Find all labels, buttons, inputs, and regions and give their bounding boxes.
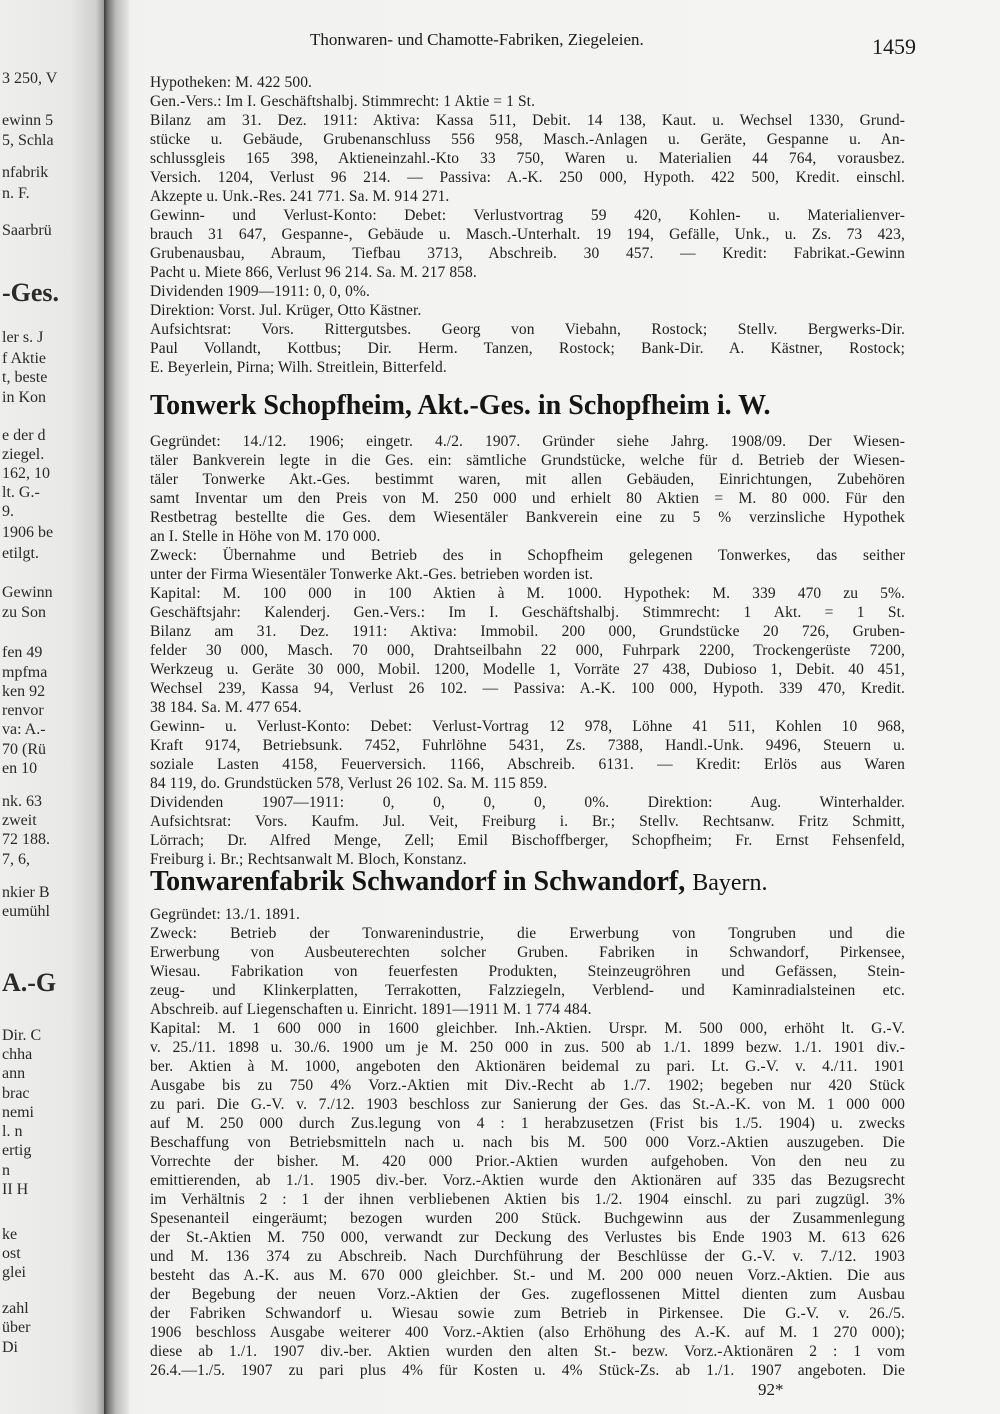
text-line: Abschreib. auf Liegenschaften u. Einricht. 1891—1911 M. 1 774 484. <box>150 1001 592 1018</box>
prev-page-text: II H <box>2 1181 29 1198</box>
text-line: E. Beyerlein, Pirna; Wilh. Streitlein, Bitterfeld. <box>150 359 447 376</box>
prev-page-text: t, beste <box>2 369 48 386</box>
text-line: Erwerbung von Ausbeuterechten solcher Gruben. Fabriken in Schwandorf, Pirkensee, <box>150 944 905 961</box>
prev-page-text: renvor <box>2 702 44 719</box>
prev-page-text: nfabrik <box>2 164 49 181</box>
text-line: auf M. 250 000 durch Zus.legung von 4 : 1 herabzusetzen (Frist bis 1./5. 1904) u. zwecks <box>150 1115 905 1132</box>
text-line: felder 30 000, Masch. 70 000, Drahtseilbahn 22 000, Fuhrpark 2200, Trockengerüste 7200, <box>150 642 905 659</box>
text-line: Pacht u. Miete 866, Verlust 96 214. Sa. M. 217 858. <box>150 264 477 281</box>
text-line: Werkzeug u. Geräte 30 000, Mobil. 1200, Modelle 1, Vorräte 27 438, Dubioso 1, Debit. 40 451, <box>150 661 905 678</box>
text-line: Gewinn- u. Verlust-Konto: Debet: Verlust-Vortrag 12 978, Löhne 41 511, Kohlen 10 968, <box>150 718 905 735</box>
text-line: Beschaffung von Betriebsmitteln nach u. nach bis M. 500 000 Vorz.-Aktien auszugeben. Die <box>150 1134 905 1151</box>
prev-page-text: 3 250, V <box>2 70 58 87</box>
title-company: Tonwarenfabrik Schwandorf in Schwandorf, <box>150 866 686 897</box>
text-line: Gen.-Vers.: Im I. Geschäftshalbj. Stimmrecht: 1 Aktie = 1 St. <box>150 93 536 110</box>
prev-page-text: glei <box>2 1264 26 1281</box>
text-line: Kapital: M. 100 000 in 100 Aktien à M. 1000. Hypothek: M. 339 470 zu 5%. <box>150 585 905 602</box>
prev-page-text: ziegel. <box>2 446 45 463</box>
prev-page-text: ann <box>2 1065 26 1082</box>
signature-mark: 92* <box>758 1380 784 1399</box>
text-line: Zweck: Übernahme und Betrieb des in Schopfheim gelegenen Tonwerkes, das seither <box>150 547 905 564</box>
prev-page-text: ertig <box>2 1142 32 1159</box>
text-line: Paul Vollandt, Kottbus; Dir. Herm. Tanzen, Rostock; Bank-Dir. A. Kästner, Rostock; <box>150 340 905 357</box>
text-line: samt Inventar um den Preis von M. 250 000 und erhielt 80 Aktien = M. 80 000. Für den <box>150 490 905 507</box>
text-line: Gegründet: 14./12. 1906; eingetr. 4./2. 1907. Gründer siehe Jahrg. 1908/09. Der Wiesen- <box>150 433 905 450</box>
prev-page-text: 72 188. <box>2 831 50 848</box>
text-line: täler Tonwerke Akt.-Ges. bestimmt waren, mit allen Gebäuden, Einrichtungen, Zubehören <box>150 471 905 488</box>
text-line: schlussgleis 165 398, Aktieneinzahl.-Kto 33 750, Waren u. Materialien 44 764, vorausbez. <box>150 150 905 167</box>
text-line: der Fabriken Schwandorf u. Wiesau sowie zum Betrieb in Pirkensee. Die G.-V. v. 26./5. <box>150 1305 905 1322</box>
prev-page-text: mpfma <box>2 664 48 681</box>
text-line: Freiburg i. Br.; Rechtsanwalt M. Bloch, Konstanz. <box>150 851 467 868</box>
text-line: Aufsichtsrat: Vors. Kaufm. Jul. Veit, Freiburg i. Br.; Stellv. Rechtsanw. Fritz Schmitt, <box>150 813 905 830</box>
prev-page-text: 1906 be <box>2 524 54 541</box>
prev-page-text: 162, 10 <box>2 465 50 482</box>
prev-page-text: A.-G <box>2 968 57 997</box>
prev-page-text: -Ges. <box>2 278 60 307</box>
text-line: 38 184. Sa. M. 477 654. <box>150 699 302 716</box>
prev-page-text: ke <box>2 1226 18 1243</box>
text-line: zeug- und Klinkerplatten, Terrakotten, Falzziegeln, Verblend- und Kaminradialsteinen etc. <box>150 982 905 999</box>
text-line: stücke u. Gebäude, Grubenanschluss 556 958, Masch.-Anlagen u. Geräte, Gespanne u. An- <box>150 131 905 148</box>
prev-page-text: über <box>2 1319 31 1336</box>
text-line: Kraft 9174, Betriebsunk. 7452, Fuhrlöhne 5431, Zs. 7388, Handl.-Unk. 9496, Steuern u. <box>150 737 905 754</box>
prev-page-text: lt. G.- <box>2 484 40 501</box>
text-line: Wechsel 239, Kassa 94, Verlust 26 102. — Passiva: A.-K. 100 000, Hypoth. 339 470, Kredit. <box>150 680 905 697</box>
prev-page-text: 9. <box>2 503 14 520</box>
prev-page-text: 7, 6, <box>2 851 30 868</box>
text-line: brauch 31 647, Gespanne-, Gebäude u. Masch.-Unterhalt. 19 194, Gefälle, Unk., u. Zs. 73 423, <box>150 226 905 243</box>
text-line: Zweck: Betrieb der Tonwarenindustrie, die Erwerbung von Tongruben und die <box>150 925 905 942</box>
text-line: Hypotheken: M. 422 500. <box>150 74 313 91</box>
prev-page-text: in Kon <box>2 389 46 406</box>
text-line: Dividenden 1909—1911: 0, 0, 0%. <box>150 283 370 300</box>
prev-page-text: brac <box>2 1085 30 1102</box>
text-line: Versich. 1204, Verlust 96 214. — Passiva: A.-K. 250 000, Hypoth. 422 500, Kredit. einschl. <box>150 169 905 186</box>
prev-page-text: 5, Schla <box>2 132 54 149</box>
text-line: Aufsichtsrat: Vors. Rittergutsbes. Georg von Viebahn, Rostock; Stellv. Bergwerks-Dir. <box>150 321 905 338</box>
prev-page-text: va: A.- <box>2 721 46 738</box>
text-line: Spesenanteil eingeräumt; bezogen wurden 200 Stück. Buchgewinn aus der Zusammenlegung <box>150 1210 905 1227</box>
text-line: im Verhältnis 2 : 1 der ihnen verbliebenen Aktien bis 1./2. 1904 einschl. zu pari zugzügl. 3% <box>150 1191 905 1208</box>
prev-page-text: Saarbrü <box>2 222 52 239</box>
text-line: Direktion: Vorst. Jul. Krüger, Otto Kästner. <box>150 302 422 319</box>
prev-page-text: chha <box>2 1046 33 1063</box>
prev-page-text: ewinn 5 <box>2 112 54 129</box>
title-place: Bayern. <box>692 870 768 896</box>
prev-page-text: nemi <box>2 1104 34 1121</box>
prev-page-text: nk. 63 <box>2 793 42 810</box>
text-line: 26.4.—1./5. 1907 zu pari plus 4% für Kosten u. 4% Stück-Zs. ab 1./1. 1907 angeboten. Die <box>150 1362 905 1379</box>
prev-page-text: zu Son <box>2 604 46 621</box>
text-line: 84 119, do. Grundstücken 578, Verlust 26 102. Sa. M. 115 859. <box>150 775 548 792</box>
section-title-schwandorf <box>150 866 768 898</box>
page-number: 1459 <box>872 34 916 59</box>
prev-page-text: n. F. <box>2 185 30 202</box>
text-line: Gegründet: 13./1. 1891. <box>150 906 300 923</box>
book-gutter <box>104 0 130 1414</box>
text-line: Bilanz am 31. Dez. 1911: Aktiva: Kassa 511, Debit. 14 138, Kaut. u. Wechsel 1330, Grund- <box>150 112 905 129</box>
prev-page-text: Dir. C <box>2 1027 42 1044</box>
text-line: Akzepte u. Unk.-Res. 241 771. Sa. M. 914 271. <box>150 188 450 205</box>
text-line: Wiesau. Fabrikation von feuerfesten Produkten, Steinzeugröhren und Gefässen, Stein- <box>150 963 905 980</box>
text-line: und M. 136 374 zu Abschreib. Nach Durchführung der Beschlüsse der G.-V. v. 7./12. 1903 <box>150 1248 905 1265</box>
previous-page-fragment <box>0 0 106 1414</box>
text-line: soziale Lasten 4158, Feuerversich. 1166, Abschreib. 6131. — Kredit: Erlös aus Waren <box>150 756 905 773</box>
prev-page-text: eumühl <box>2 903 50 920</box>
section-title-schopfheim: Tonwerk Schopfheim, Akt.-Ges. in Schopfheim i. W. <box>150 390 771 421</box>
text-line: der St.-Aktien M. 750 000, verwandt zur Deckung des Verlustes bis Ende 1903 M. 613 626 <box>150 1229 905 1246</box>
text-line: zu pari. Die G.-V. v. 7./12. 1903 beschloss zur Sanierung der Ges. das St.-A.-K. von M. 1 000 000 <box>150 1096 905 1113</box>
prev-page-text: nkier B <box>2 884 50 901</box>
prev-page-text: Di <box>2 1339 18 1356</box>
text-line: unter der Firma Wiesentäler Tonwerke Akt.-Ges. betrieben worden ist. <box>150 566 594 583</box>
prev-page-text: Gewinn <box>2 584 53 601</box>
prev-page-text: ler s. J <box>2 329 44 346</box>
prev-page-text: ost <box>2 1245 21 1262</box>
prev-page-text: zweit <box>2 812 37 829</box>
text-line: der Begebung der neuen Vorz.-Aktien der Ges. zugeflossenen Mittel dienten zum Ausbau <box>150 1286 905 1303</box>
text-line: Lörrach; Dr. Alfred Menge, Zell; Emil Bischoffberger, Schopfheim; Fr. Ernst Fehsenfeld, <box>150 832 905 849</box>
text-line: emittierenden, ab 1./1. 1905 div.-ber. Vorz.-Aktien wurde den Aktionären auf 335 das Bezugsrecht <box>150 1172 905 1189</box>
text-line: Geschäftsjahr: Kalenderj. Gen.-Vers.: Im I. Geschäftshalbj. Stimmrecht: 1 Akt. = 1 St. <box>150 604 905 621</box>
prev-page-text: zahl <box>2 1300 29 1317</box>
prev-page-text: ken 92 <box>2 683 46 700</box>
prev-page-text: fen 49 <box>2 644 43 661</box>
text-line: v. 25./11. 1898 u. 30./6. 1900 um je M. 250 000 in zus. 500 ab 1./1. 1899 bezw. 1./1. 1901 div.- <box>150 1039 905 1056</box>
prev-page-text: f Aktie <box>2 350 46 367</box>
prev-page-text: n <box>2 1162 10 1179</box>
prev-page-text: e der d <box>2 427 46 444</box>
running-header: Thonwaren- und Chamotte-Fabriken, Ziegeleien. <box>310 30 644 49</box>
text-line: Bilanz am 31. Dez. 1911: Aktiva: Immobil. 200 000, Grundstücke 20 726, Gruben- <box>150 623 905 640</box>
text-line: Kapital: M. 1 600 000 in 1600 gleichber. Inh.-Aktien. Urspr. M. 500 000, erhöht lt. G.-V. <box>150 1020 905 1037</box>
text-line: Gewinn- und Verlust-Konto: Debet: Verlustvortrag 59 420, Kohlen- u. Materialienver- <box>150 207 905 224</box>
text-line: diese ab 1./1. 1907 div.-ber. Aktien wurden den alten St.- bezw. Vorz.-Aktionären 2 : 1 vom <box>150 1343 905 1360</box>
text-line: Dividenden 1907—1911: 0, 0, 0, 0, 0%. Direktion: Aug. Winterhalder. <box>150 794 905 811</box>
text-line: ber. Aktien à M. 1000, angeboten den Aktionären beidemal zu pari. Lt. G.-V. v. 4./11. 1901 <box>150 1058 905 1075</box>
prev-page-text: l. n <box>2 1123 23 1140</box>
prev-page-text: etilgt. <box>2 545 39 562</box>
text-line: täler Bankverein legte in die Ges. ein: sämtliche Grundstücke, welche für d. Betrieb der Wiesen- <box>150 452 905 469</box>
text-line: 1906 beschloss Ausgabe weiterer 400 Vorz.-Aktien (also Erhöhung des A.-K. auf M. 1 270 000); <box>150 1324 905 1341</box>
text-line: Ausgabe bis zu 750 4% Vorz.-Aktien mit Div.-Recht ab 1./7. 1902; begeben nur 420 Stück <box>150 1077 905 1094</box>
text-line: Grubenausbau, Abraum, Tiefbau 3713, Abschreib. 30 457. — Kredit: Fabrikat.-Gewinn <box>150 245 905 262</box>
prev-page-text: 70 (Rü <box>2 741 46 758</box>
text-line: an I. Stelle in Höhe von M. 170 000. <box>150 528 381 545</box>
prev-page-text: en 10 <box>2 760 38 777</box>
text-line: besteht das A.-K. aus M. 670 000 gleichber. St.- und M. 200 000 neuen Vorz.-Aktien. Die aus <box>150 1267 905 1284</box>
text-line: Restbetrag bestellte die Ges. dem Wiesentäler Bankverein eine zu 5 % verzinsliche Hypothek <box>150 509 905 526</box>
text-line: Vorrechte der bisher. M. 420 000 Prior.-Aktien wurden aufgehoben. Von den neu zu <box>150 1153 905 1170</box>
